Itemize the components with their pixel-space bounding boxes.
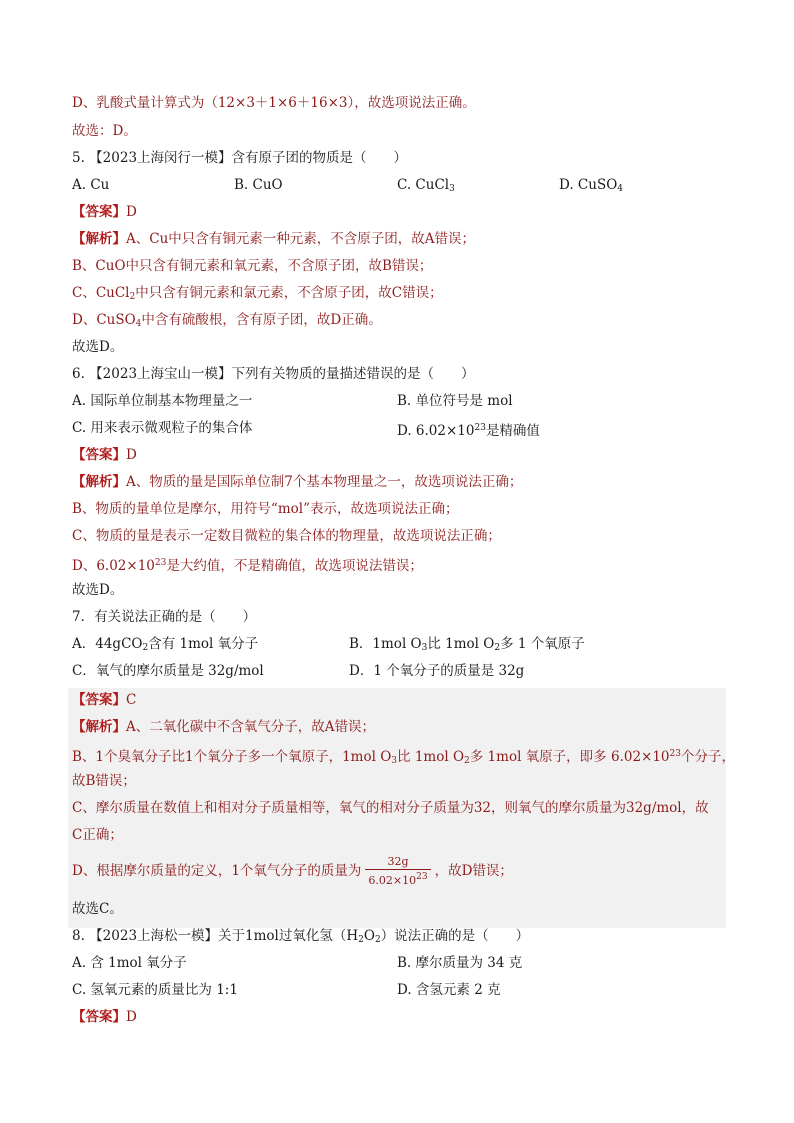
q7-answer: 【答案】C <box>72 692 137 708</box>
q6-answer: 【答案】D <box>72 447 137 463</box>
q5-analysis-b: B、CuO中只含有铜元素和氧元素，不含原子团，故B错误； <box>72 258 433 274</box>
q8-answer: 【答案】D <box>72 1009 137 1025</box>
q5-title: 5. 【2023上海闵行一模】含有原子团的物质是（ ） <box>72 150 408 166</box>
q6-analysis-b: B、物质的量单位是摩尔，用符号“mol”表示，故选项说法正确； <box>72 501 459 517</box>
q6-analysis-c: C、物质的量是表示一定数目微粒的集合体的物理量，故选项说法正确； <box>72 528 501 544</box>
q5-analysis-c: C、CuCl$_2$中只含有铜元素和氯元素，不含原子团，故C错误； <box>72 285 443 302</box>
q6-option-a: A. 国际单位制基本物理量之一 <box>72 393 253 409</box>
q8-option-b: B. 摩尔质量为 34 克 <box>397 955 523 971</box>
prev-conclusion: 故选：D。 <box>72 123 137 139</box>
q6-analysis-d: D、$6.02\times 10^{23}$是大约值，不是精确值，故选项说法错误； <box>72 558 423 574</box>
q7-analysis-b: B、1个臭氧分子比1个氧分子多一个氧原子，1mol $O_3$比 1mol $O_2$多 1mol 氧原子，即多 $6.02\times 10^{23}$个分子， <box>72 749 735 766</box>
q5-option-c: C. CuCl$_3$ <box>397 177 455 194</box>
q7-option-b: B．1mol $O_3$比 1mol $O_2$多 1 个氧原子 <box>349 636 585 653</box>
q7-title: 7．有关说法正确的是（ ） <box>72 609 257 625</box>
q6-conclusion: 故选D。 <box>72 582 124 598</box>
mass-fraction: $\frac{32g}{6.02\times 10^{23}}$ <box>365 855 430 888</box>
prev-analysis-d: D、乳酸式量计算式为（12×3＋1×6＋16×3），故选项说法正确。 <box>72 95 476 111</box>
q7-option-d: D．1 个氧分子的质量是 32g <box>349 663 525 679</box>
q7-analysis-c-cont: C正确； <box>72 827 123 843</box>
q7-option-a: A．44gCO$_2$含有 1mol 氧分子 <box>72 636 259 653</box>
q5-option-b: B. CuO <box>234 177 283 193</box>
q6-option-d: D. $6.02\times 10^{23}$是精确值 <box>397 423 540 439</box>
q8-option-a: A. 含 1mol 氧分子 <box>72 955 187 971</box>
q5-analysis-d: D、CuSO$_4$中含有硫酸根，含有原子团，故D正确。 <box>72 312 382 329</box>
q6-title: 6. 【2023上海宝山一模】下列有关物质的量描述错误的是（ ） <box>72 366 475 382</box>
q7-conclusion: 故选C。 <box>72 901 123 917</box>
q5-conclusion: 故选D。 <box>72 339 124 355</box>
q7-analysis-d: D、根据摩尔质量的定义，1个氧气分子的质量为 $\frac{32g}{6.02\times 10^{23}}$ ，故D错误； <box>72 855 513 887</box>
q5-answer: 【答案】D <box>72 204 137 220</box>
q6-analysis-a: 【解析】A、物质的量是国际单位制7个基本物理量之一，故选项说法正确； <box>72 474 523 490</box>
q7-analysis-b-cont: 故B错误； <box>72 773 136 789</box>
q7-option-c: C．氧气的摩尔质量是 32g/mol <box>72 663 264 679</box>
q6-option-c: C. 用来表示微观粒子的集合体 <box>72 420 253 436</box>
q5-option-a: A. Cu <box>72 177 110 193</box>
q5-analysis-a: 【解析】A、Cu中只含有铜元素一种元素，不含原子团，故A错误； <box>72 231 476 247</box>
q5-option-d: D. CuSO$_4$ <box>559 177 623 194</box>
q6-option-b: B. 单位符号是 mol <box>397 393 513 409</box>
q8-title: 8. 【2023上海松一模】关于1mol过氧化氢$(H_2O_2)$说法正确的是（ ） <box>72 928 530 945</box>
q8-option-d: D. 含氢元素 2 克 <box>397 982 501 998</box>
q7-analysis-c: C、摩尔质量在数值上和相对分子质量相等，氧气的相对分子质量为32，则氧气的摩尔质量为32g/mol，故 <box>72 800 709 816</box>
q8-option-c: C. 氢氧元素的质量比为 1:1 <box>72 982 238 998</box>
q7-analysis-a: 【解析】A、二氧化碳中不含氧气分子，故A错误； <box>72 719 375 735</box>
